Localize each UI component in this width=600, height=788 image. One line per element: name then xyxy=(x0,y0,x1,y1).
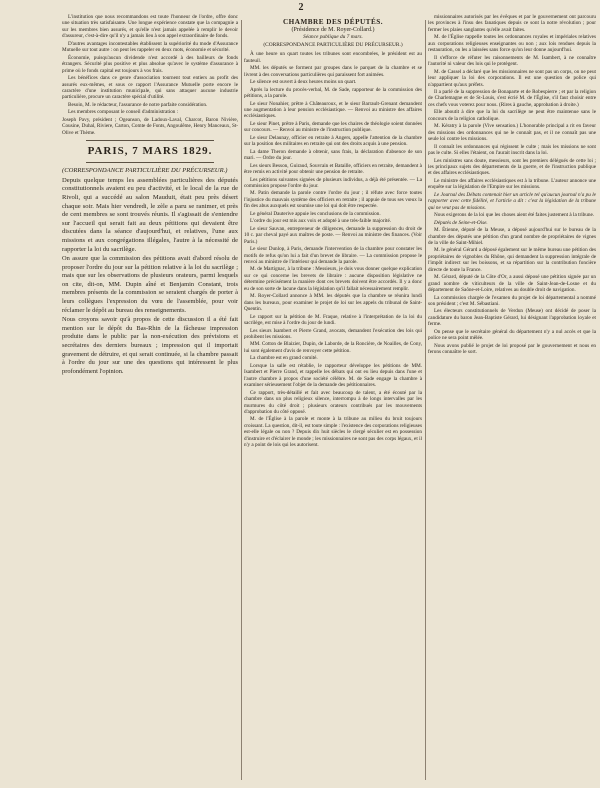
paragraph: M. le général Gérard a déposé également sur le même bureau une pétition des propriétaires de vignobles du Rhône, qui demandent la suppression intégrale de l'impôt indirect sur les boissons, et sa répartition sur la contribution foncière directe de toute la France. xyxy=(428,247,596,273)
paragraph: À une heure un quart toutes les tribunes sont encombrées, le président est au fauteuil. xyxy=(244,51,422,64)
paragraph: M. de l'Église à la parole et monte à la tribune au milieu du bruit toujours croissant. La question, dit-il, est toute simple : l'existence des corporations religieuses est-elle légale ou non ? Depuis dix huit siècles le clergé séculier est en possession d'instruire et d'éclairer le monde ; les missionnaires ne sont pas des corps légaux, et il n'y a point de lois qui les autorisent. xyxy=(244,416,422,449)
session-date: Séance publique du 7 mars. xyxy=(303,34,363,41)
column-right xyxy=(428,14,596,784)
paragraph: Le Journal des Débats contenait hier un article tel qu'aucun journal n'a pu le rapporter avec cette fidélité, et l'article a dit : c'est la législation de la tribune qui ne veut pas de missions. xyxy=(428,191,596,211)
paragraph: Besoin, M. le rédacteur, l'assurance de notre parfaite considération. xyxy=(68,101,208,108)
paragraph: M. de l'Église rappelle toutes les ordonnances royales et impériales relatives aux corporations religieuses enseignantes ou non ; aux lois rendues depuis la restauration, on les a laissées sans force qu'on leur donne aujourd'hui. xyxy=(428,34,596,54)
paragraph: Les bénéfices dans ce genre d'association tournent tout entiers au profit des assurés eux-mêmes, et sous ce rapport l'Assurance Mutuelle porte encore le caractère d'une institution municipale, qui sans attaquer aucune industrie particulière, procure un caractère spécial d'utilité. xyxy=(62,75,238,101)
paragraph: M. de Martignac, à la tribune : Messieurs, je dois vous donner quelque explication sur ce qui concerne les brevets de libraire : aucune disposition législative ne détermine précisément la manière dont ces brevets doivent être accordés. Il y a donc eu de son sorte de lacune dans la législation qu'il fallait nécessairement remplir. xyxy=(244,266,422,292)
paragraph: Le sieur Nonahier, prêtre à Châteauroux, et le sieur Barrault-Grenant demandent une augmentation à leur pension ecclésiastique. — Renvoi au ministre des affaires ecclésiastiques. xyxy=(244,100,422,120)
paragraph: La chambre est en grand comité. xyxy=(250,355,318,362)
lead-paragraph: Depuis quelque temps les assemblées particulières des députés constitutionnels avaient eu peu d'activité, et le local de la rue de Rivoli, qui a succédé au salon Mauduit, était peu près désert chaque soir. Mais hier vendredi, le zèle a paru se ranimer, et près de cent membres se sont trouvés réunis. Il s'agissait de s'entendre sur l'accueil qui serait fait au deux pétitions qui devaient être discutées dans la séance d'aujourd'hui, et relatives, l'une aux missions et aux congrégations illégales, l'autre à la nécessité de rapporter la loi du sacrilège. xyxy=(62,176,238,253)
column-middle xyxy=(244,14,422,784)
lead-paragraph: On assure que la commission des pétitions avait d'abord résolu de proposer l'ordre du jour sur la pétition relative à la loi du sacrilège ; mais que sur les observations de plusieurs orateurs, parmi lesquels on cite, dit-on, MM. Dupin aîné et Benjamin Constant, trois membres présents de la commission se seraient chargés de porter à leurs collègues l'expression du vœu de l'assemblée, pour voir réclamer le dépôt au bureau des renseignements. xyxy=(62,255,238,314)
section-rule xyxy=(86,162,214,163)
section-title: CHAMBRE DES DÉPUTÉS. xyxy=(282,18,384,26)
paragraph: Il a parlé de la suppression de Bonaparte et de Robespierre ; et par la religion de Charlemagne et de St-Louis, s'est écrié M. de l'Église, s'il faut choisir entre ces chefs vous voterez pour nous. (Rires à gauche, approbation à droite.) xyxy=(428,88,596,108)
signatories: Joseph Pavy, président ; Ogeanson, de Ladoux-Laval, Charcot, Baron Nivière, Cousine, Duhal, Riviere, Carton, Comte de Fonts, Angoulême, Henry Manceaux, St-Olive et Thème. xyxy=(62,116,238,136)
paragraph: Les électeurs constitutionnels de Verdun (Meuse) ont décidé de poser la candidature du baron Jean-Baptiste Gérard, lui désignant l'approbation loyale et ferme. xyxy=(428,308,596,328)
paragraph: MM. les députés se forment par groupes dans le parquet de la chambre et se livrent à des conversations particulières qui paraissent fort animées. xyxy=(244,65,422,78)
paragraph: M. Étienne, député de la Meuse, a déposé aujourd'hui sur le bureau de la chambre des députés une pétition d'un grand nombre de propriétaires de vignes de la ville de Saint-Mihiel. xyxy=(428,227,596,246)
paragraph: Le ministre des affaires ecclésiastiques est à la tribune. L'auteur annonce une enquête sur la législation de l'Empire sur les missions. xyxy=(428,177,596,191)
paragraph: La dame Theron demande à obtenir, sans frais, la déclaration d'absence de son mari. — Ordre du jour. xyxy=(244,148,422,162)
paragraph: Le rapport sur la pétition de M. Fraque, relative à l'interprétation de la loi du sacrilège, est mise à l'ordre du jour de lundi. xyxy=(244,313,422,327)
paragraph: L'institution que nous recommandons est toute l'honneur de l'ordre, offre donc une situation très satisfaisante. Une longue expérience constate que la compagnie a sur les membres bien assurés, et qu'elle n'est jamais appelée à remplir le devoir d'assureur, c'est-à-dire qu'il n'y a jamais lieu à son appel extraordinaire de fonds. xyxy=(62,14,238,40)
paragraph: Le silence est ouvert à deux heures moins un quart. xyxy=(250,79,357,86)
paragraph: Le sieur Pinet, prêtre à Paris, demande que les chaires de théologie soient données sur concours. — Renvoi au ministre de l'instruction publique. xyxy=(244,120,422,134)
paragraph: Le général Dauterive appuie les conclusions de la commission. xyxy=(250,210,381,217)
paragraph: Les ministres sans doute, messieurs, sont les premiers délégués de cette loi ; les principaux sujets des départements de la guerre, et de l'instruction publique et des affaires ecclésiastiques. xyxy=(428,157,596,177)
paragraph: Le sieur Delaunay, officier en retraite à Angers, appelle l'attention de la chambre sur la position des militaires en retraite qui ont des droits acquis à une pension. xyxy=(244,134,422,148)
correspondence-label: (CORRESPONDANCE PARTICULIÈRE DU PRÉCURSEUR.) xyxy=(62,167,228,175)
paragraph: Les membres composant le conseil d'administration : xyxy=(68,109,179,116)
paragraph: M. Royer-Collard annonce à MM. les députés que la chambre se réunira lundi dans les bureaux, pour examiner le projet de loi sur les appels du tribunal de Saint-Quentin. xyxy=(244,293,422,313)
paragraph: On pense que le secrétaire général du département n'y a nul accès et que la police ne sera point mêlée. xyxy=(428,328,596,342)
paragraph: Le sieur Dunlop, à Paris, demande l'intervention de la chambre pour constater les motifs de refus qu'on lui a fait d'un brevet de libraire. — La commission propose le renvoi au ministre de l'intérieur qui demande la parole. xyxy=(244,246,422,265)
paragraph: missionnaires autorisés par les évêques et par le gouvernement ont parcouru les provinces à l'insu des fanatiques depuis ce sont la notre révolution ; pour fermer les plaies sanglantes qu'elle avait faites. xyxy=(428,14,596,33)
paragraph: Nous avons publié le projet de loi proposé par le gouvernement et nous en ferons connaître le sort. xyxy=(428,342,596,356)
paragraph: L'ordre du jour est mis aux voix et adopté à une très-faible majorité. xyxy=(250,218,392,225)
paragraph: Elle aboutit à dire que la loi du sacrilège ne peut être maintenue sans le concours de la religion catholique. xyxy=(428,109,596,122)
paragraph: Les pétitions suivantes signées de plusieurs individus, a déjà été présentée. — La commission propose l'ordre du jour. xyxy=(244,176,422,190)
paragraph: MM. Cotton de Blaizier, Dupin, de Laborde, de la Roncière, de Noailles, de Cony, lui sont également d'avis de renvoyer cette pétition. xyxy=(244,341,422,354)
paragraph: La commission chargée de l'examen du projet de loi départemental a nommé son président ; c'est M. Sébastiani. xyxy=(428,294,596,308)
paragraph: M. Patin demande la parole contre l'ordre du jour ; il réfute avec force toutes l'injustice du mauvais système des officiers en retraite ; il appuie de tous ses vœux la fin des abus auxquels est soumise une loi qui doit être respectée. xyxy=(244,190,422,210)
column-divider xyxy=(425,20,426,780)
paragraph: Les sieurs Isambert et Pierre Grand, avocats, demandent l'exécution des lois qui prohibent les missions. xyxy=(244,327,422,340)
paragraph: Les sieurs Besson, Guiraud, Souvrain et Bataille, officiers en retraite, demandent à être remis en activité pour obtenir une pension de retraite. xyxy=(244,162,422,176)
paragraph: D'autres avantages incontestables établissent la supériorité du mode d'Assurance Mutuelle sur tout autre : on peut les rappeler en deux mots, économie et sécurité. xyxy=(62,40,238,54)
column-left xyxy=(62,14,238,784)
paragraph: Le sieur Sauvan, entrepreneur de diligences, demande la suppression du droit de 10 c. par cheval payé aux maîtres de poste. — Renvoi au ministre des finances. (Voir Paris.) xyxy=(244,225,422,245)
section-rule xyxy=(86,140,214,141)
lead-paragraph: Nous croyons savoir qu'à propos de cette discussion il a été fait mention sur le dépôt du Bas-Rhin de la fâcheuse impression produite dans le public par la non-exécution des prévisions et secrétaires des derniers bureaux ; impression qui il importait gravement de détruire, et qui serait continuée, si la chambre passait à l'ordre du jour sur une des questions qui intéressent le plus profondément l'opinion. xyxy=(62,316,238,375)
paragraph: Il s'efforce de réfuter les raisonnements de M. Isambert, à ne connaître l'autorité ni valeur des lois qui le protègent. xyxy=(428,54,596,68)
paragraph: Après la lecture du procès-verbal, M. de Sade, rapporteur de la commission des pétitions, a la parole. xyxy=(244,86,422,100)
paragraph: Ce rapport, très-détaillé et fait avec beaucoup de talent, a été écouté par la chambre dans un plus religieux silence, interrompu à de longs intervalles par les murmures du côté droit ; plusieurs orateurs contribués par les mouvements d'approbation du côté opposé. xyxy=(244,389,422,415)
column-divider xyxy=(241,20,242,780)
paragraph: Nous exigerons de la loi que les choses aient été faites justement à la tribune. xyxy=(434,212,595,219)
section-subtitle: (Présidence de M. Royer-Collard.) xyxy=(291,27,375,33)
page-number: 2 xyxy=(298,2,304,13)
correspondence-label: (CORRESPONDANCE PARTICULIÈRE DU PRÉCURSEUR.) xyxy=(263,42,403,49)
paragraph: M. Kératry à la parole (Vive sensation.) L'honorable principal a rit en faveur des missions des ordonnances qui ne le connaît pas, et il ne connaît pas une seule loi contre les missions. xyxy=(428,123,596,143)
paragraph: M. de Cassel a déclaré que les missionnaires ne sont pas un corps, on ne peut leur appliquer la loi des corporations. Il est une question de police qui n'appartient qu'aux préfets. xyxy=(428,68,596,88)
dateline-heading: PARIS, 7 MARS 1829. xyxy=(87,145,213,158)
paragraph: M. Gérard, député de la Côte d'Or, a aussi déposé une pétition signée par un grand nombre de viticulteurs de la ville de Saint-Jean-de-Losne et du département de Saône-et-Loire, relatives au double droit de navigation. xyxy=(428,274,596,294)
paragraph: Députés de Seine-et-Oise. xyxy=(434,219,488,226)
paragraph: Lorsque la salle est rétablie, le rapporteur développe les pétitions de MM. Isambert et Pierre Grand, et rappelle les débats qui ont eu lieu depuis dans l'une et l'autre chambre à propos d'une société célèbre. M. de Sade engage la chambre à examiner sérieusement l'objet de la demande des pétitionnaires. xyxy=(244,362,422,389)
paragraph: Il connaît les ordonnances qui régissent le culte ; mais les missions ne sont pas le culte. Si elles l'étaient, on l'aurait inscrit dans la loi. xyxy=(428,143,596,157)
paragraph: Économie, puisqu'aucun dividende n'est accordé à des bailleurs de fonds étrangers. Sécurité plus positive et plus absolue qu'avec le système d'assurance à prime où le fonds capital est toujours à vos frais. xyxy=(62,54,238,74)
